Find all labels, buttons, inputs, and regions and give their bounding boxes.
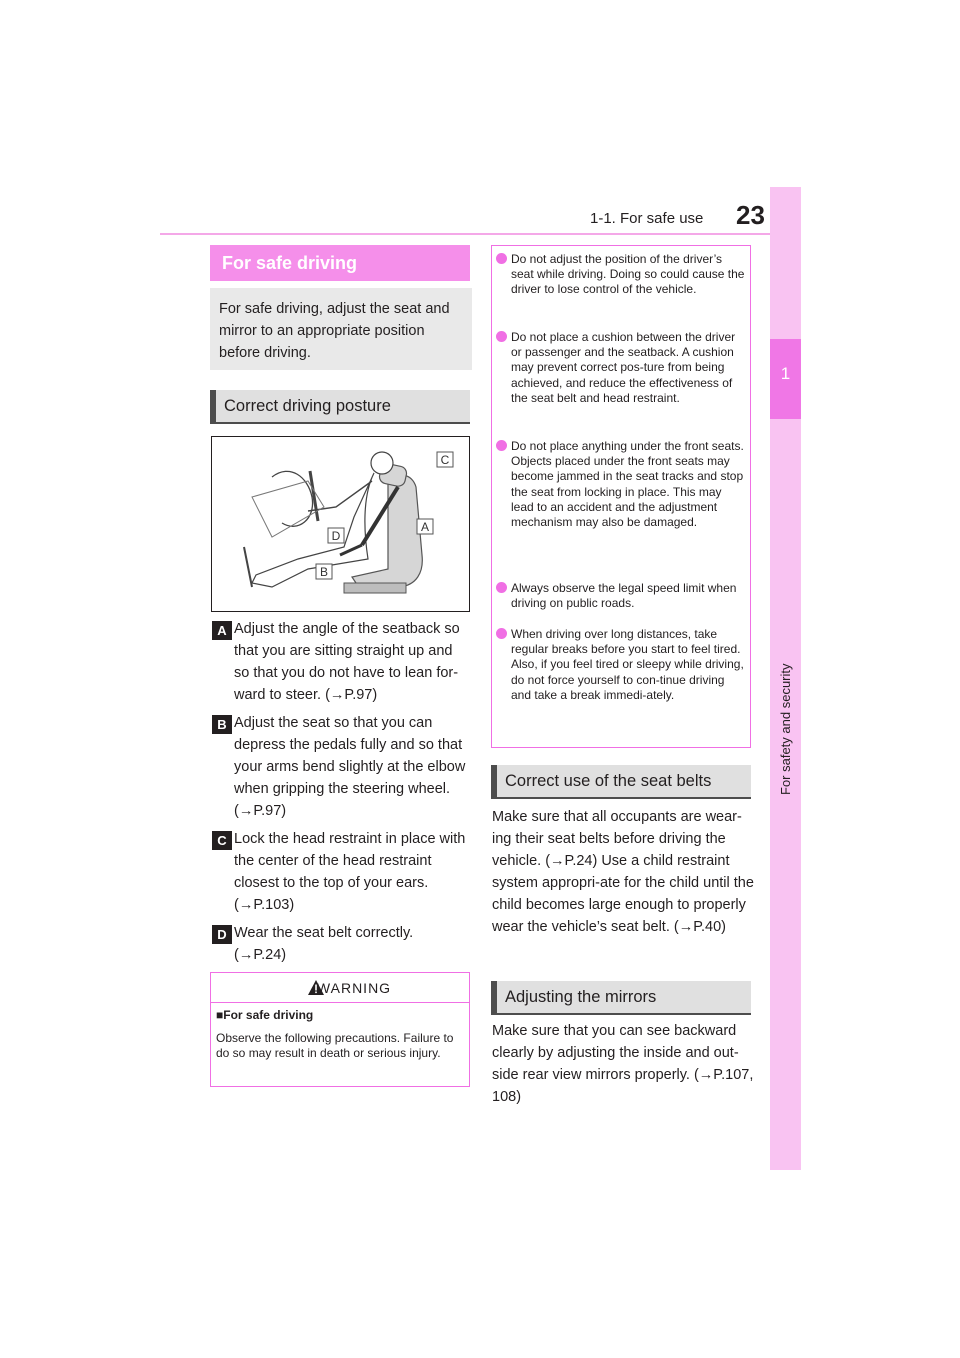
chapter-label: For safety and security — [778, 663, 793, 795]
driving-posture-illustration — [211, 436, 470, 612]
posture-heading: Correct driving posture — [210, 390, 470, 422]
step-letter-d: D — [212, 925, 232, 944]
step-text-b: Adjust the seat so that you can depress the pedals fully and so that your arms bend slightly at the elbow when gripping the steering wheel. (→P.97) — [234, 715, 466, 819]
section-title: 1-1. For safe use — [590, 210, 704, 227]
mirrors-heading: Adjusting the mirrors — [491, 981, 751, 1013]
warning-bullet: Do not adjust the position of the driver’s seat while driving. Doing so could cause the driver to lose control of the vehicle. — [511, 252, 747, 298]
warning-bullet: Always observe the legal speed limit when driving on public roads. — [511, 581, 747, 611]
step-letter-c: C — [212, 831, 232, 850]
warning-bullet: When driving over long distances, take regular breaks before you start to feel tired. Also, if you feel tired or sleepy while driving, do not force yourself to con-tinue driving and take a break immedi-ately. — [511, 627, 747, 703]
warning-bullet: Do not place a cushion between the driver or passenger and the seatback. A cushion may prevent correct pos-ture from being achieved, and reduce the effectiveness of the seat belt and head restraint. — [511, 330, 747, 406]
step-letter-a: A — [212, 621, 232, 640]
warning-header — [211, 973, 469, 1003]
warning-subheading: ■For safe driving — [216, 1008, 314, 1022]
warning-title: WARNING — [316, 980, 392, 996]
figure-label-a: A — [420, 520, 430, 534]
mirrors-text: Make sure that you can see backward clearly by adjusting the inside and out-side rear view mirrors properly. (→P.107, 108) — [492, 1023, 754, 1105]
figure-label-b: B — [319, 565, 329, 579]
page-number: 23 — [736, 200, 765, 230]
intro-text: For safe driving, adjust the seat and mirror to an appropriate position before driving. — [210, 288, 472, 370]
step-text-c: Lock the head restraint in place with the center of the head restraint closest to the top of your ears. (→P.103) — [234, 831, 466, 913]
driver-seat-drawing — [212, 437, 469, 611]
header-rule — [160, 233, 770, 235]
seatbelts-heading: Correct use of the seat belts — [491, 765, 751, 797]
step-text-a: Adjust the angle of the seatback so that you are sitting straight up and so that you do not have to lean for-ward to steer. (→P.97) — [234, 621, 460, 703]
main-heading: For safe driving — [210, 245, 470, 281]
chapter-number: 1 — [780, 364, 791, 383]
step-text-d: Wear the seat belt correctly. (→P.24) — [234, 925, 414, 963]
warning-bullet: Do not place anything under the front seats. Objects placed under the front seats may become jammed in the seat tracks and stop the seat from locking in place. This may lead to an accident and the adjustment mechanism may also be damaged. — [511, 439, 747, 530]
figure-label-c: C — [440, 453, 450, 467]
step-letter-b: B — [212, 715, 232, 734]
warning-body: Observe the following precautions. Failure to do so may result in death or serious injury. — [216, 1031, 454, 1060]
figure-label-d: D — [331, 529, 341, 543]
seatbelts-text: Make sure that all occupants are wear-ing their seat belts before driving the vehicle. (→P.24) Use a child restraint system appropri-ate for the child until the child becomes large enough to properly wear the vehicle’s seat belt. (→P.40) — [492, 809, 754, 935]
